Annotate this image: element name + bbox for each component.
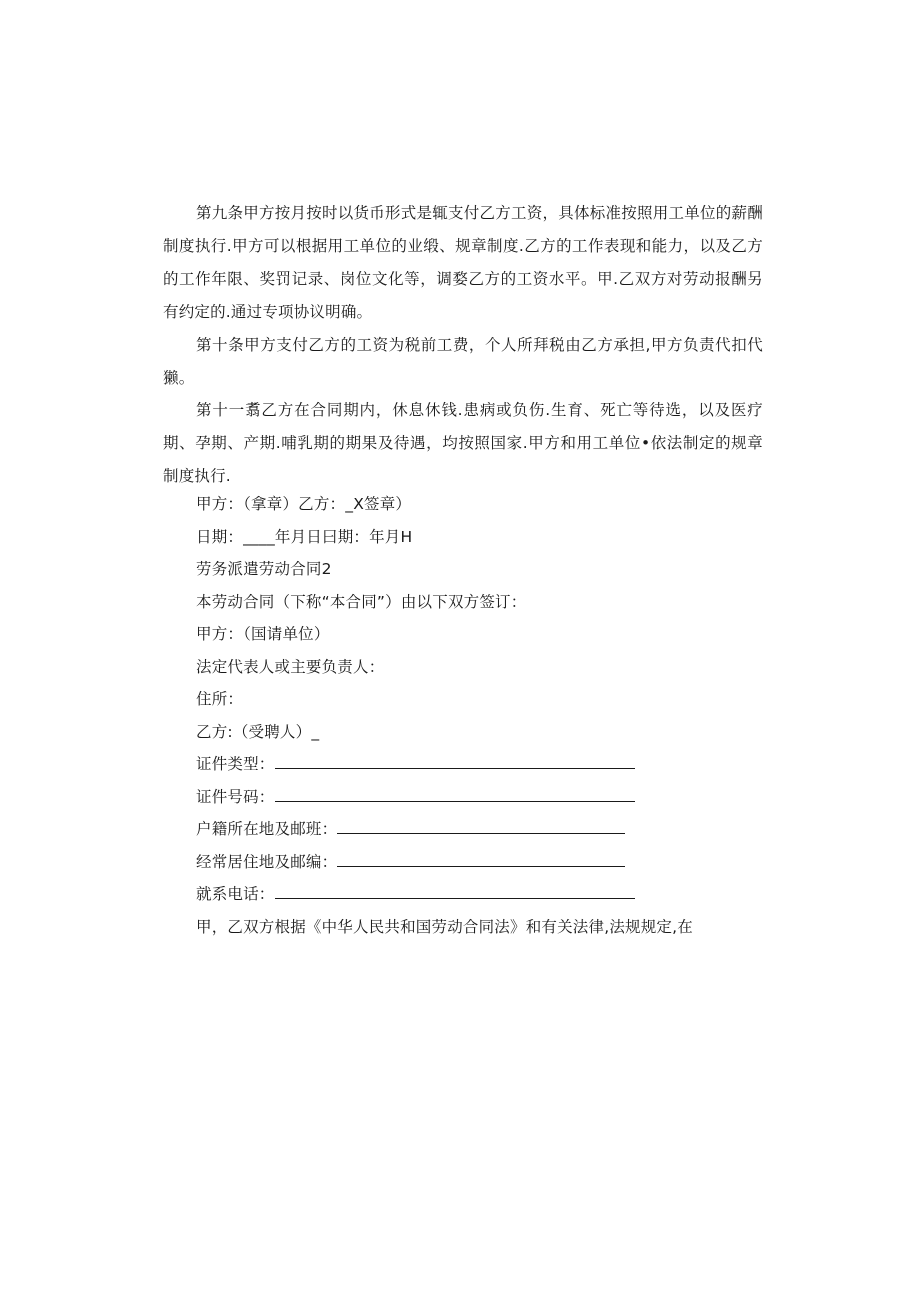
household-label: 户籍所在地及邮班： [196,820,338,838]
phone-row [196,882,635,906]
clause-10: 第十条甲方支付乙方的工资为税前工费，个人所拜税由乙方承担,甲方负责代扣代獭。 [163,336,763,387]
signature-parties: 甲方：（拿章）乙方：_X签章） [196,495,412,513]
address-line: 住所： [196,690,244,708]
household-blank [337,817,625,834]
id-type-row [196,752,635,776]
phone-label: 就系电话： [196,885,275,903]
id-number-row [196,785,635,809]
closing-line: 甲，乙双方根据《中华人民共和国劳动合同法》和有关法律,法规规定,在 [196,918,693,936]
signature-dates: 日期：____年月日曰期：年月H [196,528,413,546]
clause-9: 第九条甲方按月按时以货币形式是辄支付乙方工资，具体标准按照用工单位的薪酬制度执行.甲方可以根据用工单位的业缎、规章制度.乙方的工作表现和能力，以及乙方的工作年限、奖罚记录、岗位文化等，调婺乙方的工资水平。甲.乙双方对劳动报酬另有约定的.通过专项协议明确。 [163,204,763,321]
id-number-label: 证件号码： [196,788,275,806]
contract2-title: 劳务派遣劳动合同2 [196,560,332,578]
household-row [196,817,625,841]
residence-row [196,850,625,874]
party-a-line: 甲方：（国请单位） [196,625,330,643]
contract2-intro: 本劳动合同（下称“本合同”）由以下双方签订： [196,593,527,611]
legal-rep-line: 法定代表人或主要负责人： [196,658,385,676]
id-number-blank [275,785,635,802]
residence-label: 经常居住地及邮编： [196,853,338,871]
id-type-blank [275,752,635,769]
residence-blank [337,850,625,867]
phone-blank [275,882,635,899]
id-type-label: 证件类型： [196,755,275,773]
clause-11: 第十一翥乙方在合同期内，休息休钱.患病或负伤.生育、死亡等待选，以及医疗期、孕期、产期.哺乳期的期果及待遇，均按照国家.甲方和用工单位•依法制定的规章制度执行. [163,401,763,485]
party-b-line: 乙方:（受聘人）_ [196,723,320,741]
